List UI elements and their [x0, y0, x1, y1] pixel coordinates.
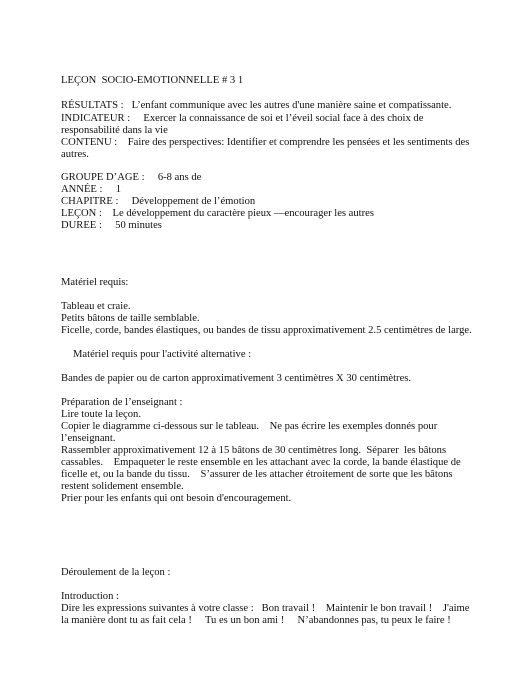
- introduction-text-continuation: la manière dont tu as fait cela ! Tu es un bon ami ! N’abandonnes pas, tu peux le faire !: [61, 615, 451, 626]
- chapitre-line: CHAPITRE : Développement de l’émotion: [61, 196, 256, 207]
- preparation-step-continuation: l’enseignant.: [61, 433, 116, 444]
- materiel-item: Ficelle, corde, bandes élastiques, ou bandes de tissu approximativement 2.5 centimètres de large.: [61, 325, 472, 336]
- introduction-text: Dire les expressions suivantes à votre classe : Bon travail ! Maintenir le bon travail ! J'aime: [61, 603, 470, 614]
- preparation-step-continuation: restent solidement ensemble.: [61, 481, 184, 492]
- indicateur-continuation: responsabilité dans la vie: [61, 125, 168, 136]
- preparation-step: Lire toute la leçon.: [61, 409, 142, 420]
- materiel-item: Petits bâtons de taille semblable.: [61, 313, 200, 324]
- materiel-heading: Matériel requis:: [61, 277, 129, 288]
- lecon-line: LEÇON : Le développement du caractère pieux —encourager les autres: [61, 208, 374, 219]
- preparation-step-continuation: ficelle et, ou la bande du tissu. S’assurer de les attacher étroitement de sorte que les bâtons: [61, 469, 453, 480]
- materiel-item: Tableau et craie.: [61, 301, 131, 312]
- annee-line: ANNÉE : 1: [61, 184, 122, 195]
- preparation-step: Prier pour les enfants qui ont besoin d'encouragement.: [61, 493, 292, 504]
- contenu-line: CONTENU : Faire des perspectives: Identifier et comprendre les pensées et les sentiments des: [61, 137, 470, 148]
- alternative-heading: Matériel requis pour l'activité alternative :: [73, 349, 252, 360]
- duree-line: DUREE : 50 minutes: [61, 220, 162, 231]
- preparation-step: Copier le diagramme ci-dessous sur le tableau. Ne pas écrire les exemples donnés pour: [61, 421, 438, 432]
- preparation-step-continuation: cassables. Empaqueter le reste ensemble en les attachant avec la corde, la bande élastique de: [61, 457, 461, 468]
- contenu-continuation: autres.: [61, 149, 89, 160]
- introduction-heading: Introduction :: [61, 591, 119, 602]
- alternative-item: Bandes de papier ou de carton approximativement 3 centimètres X 30 centimètres.: [61, 373, 412, 384]
- preparation-step: Rassembler approximativement 12 à 15 bâtons de 30 centimètres long. Séparer les bâtons: [61, 445, 447, 456]
- indicateur-line: INDICATEUR : Exercer la connaissance de soi et l’éveil social face à des choix de: [61, 113, 424, 124]
- preparation-heading: Préparation de l’enseignant :: [61, 397, 183, 408]
- lesson-title: LEÇON SOCIO-EMOTIONNELLE # 3 1: [61, 75, 244, 86]
- resultats-line: RÉSULTATS : L’enfant communique avec les autres d'une manière saine et compatissante.: [61, 100, 452, 111]
- groupe-age-line: GROUPE D’AGE : 6-8 ans de: [61, 172, 202, 183]
- deroulement-heading: Déroulement de la leçon :: [61, 567, 171, 578]
